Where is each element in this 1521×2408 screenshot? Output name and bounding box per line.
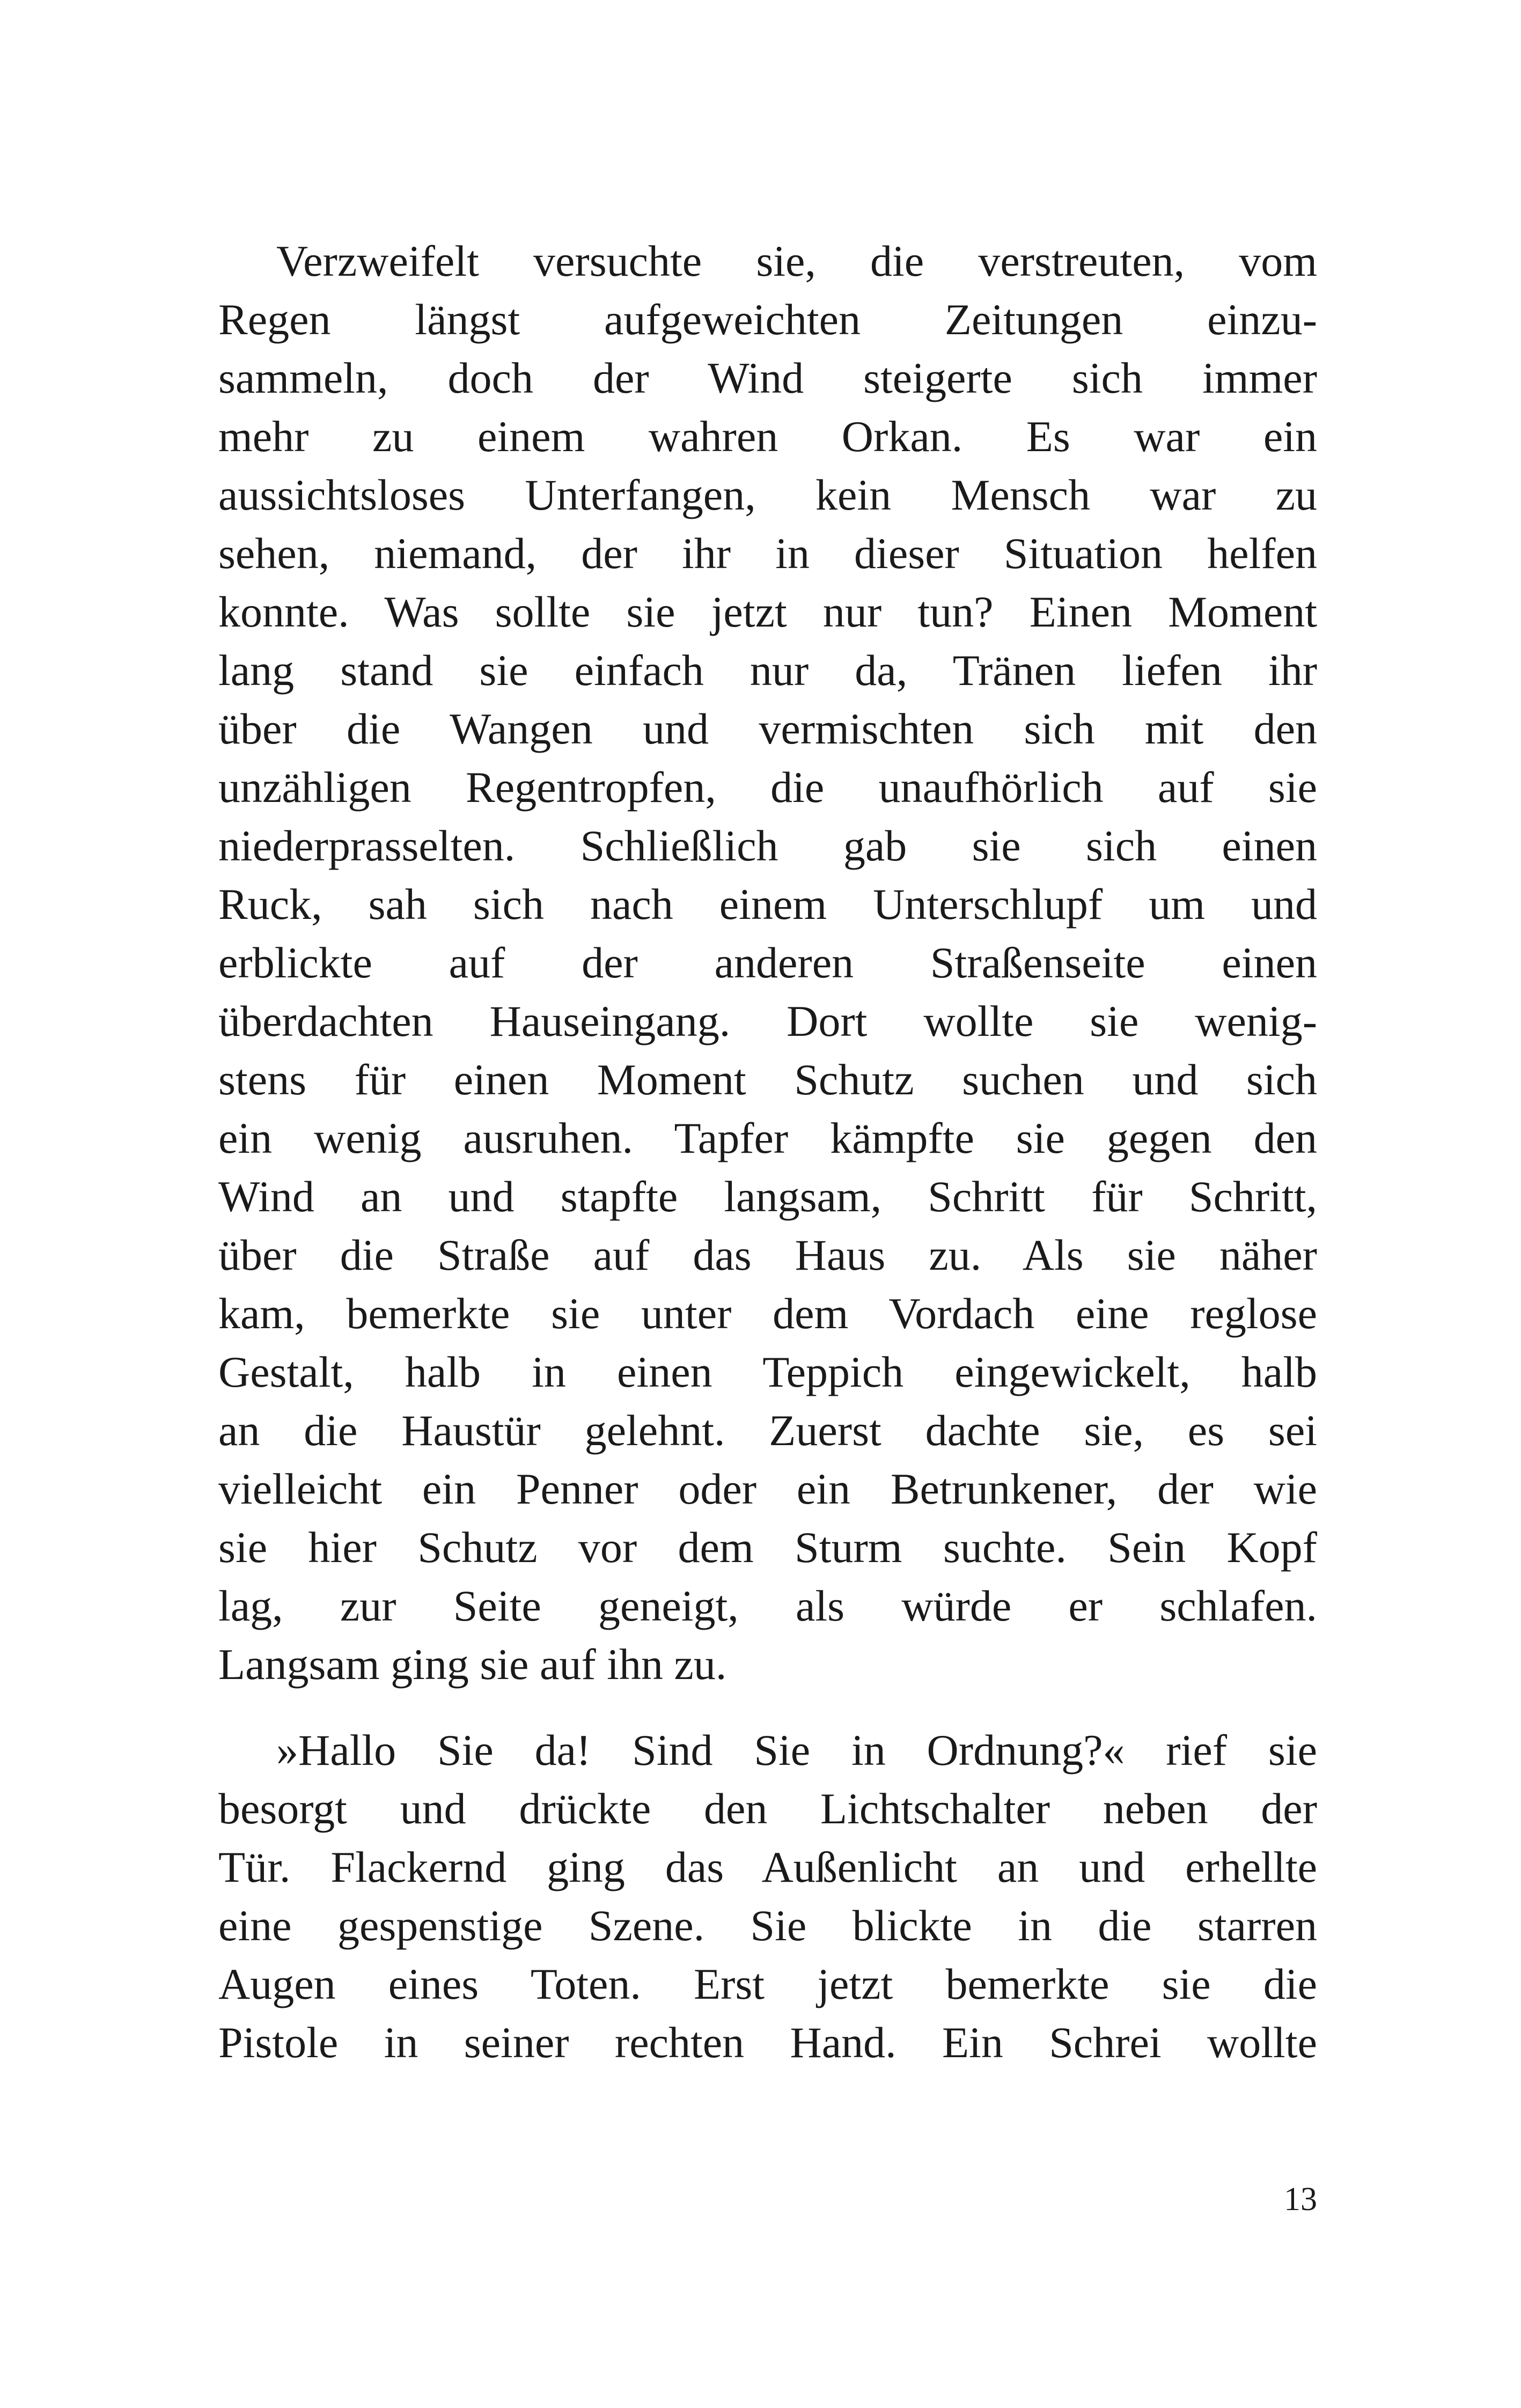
text-line: Tür. Flackernd ging das Außenlicht an und erhellte: [218, 1843, 1317, 1891]
text-line: Augen eines Toten. Erst jetzt bemerkte sie die: [218, 1960, 1317, 2008]
text-line: Regen längst aufgeweichten Zeitungen einzu-: [218, 295, 1317, 344]
paragraph-1: [218, 232, 1317, 1693]
text-line: unzähligen Regentropfen, die unaufhörlich auf sie: [218, 763, 1317, 812]
text-line: konnte. Was sollte sie jetzt nur tun? Einen Moment: [218, 587, 1317, 636]
text-line: Verzweifelt versuchte sie, die verstreuten, vom: [276, 237, 1317, 285]
text-line: stens für einen Moment Schutz suchen und sich: [218, 1055, 1317, 1104]
paragraph-2: [218, 1721, 1317, 2072]
text-line: Gestalt, halb in einen Teppich eingewickelt, halb: [218, 1347, 1317, 1396]
text-line: mehr zu einem wahren Orkan. Es war ein: [218, 412, 1317, 461]
text-line: Wind an und stapfte langsam, Schritt für Schritt,: [218, 1172, 1317, 1221]
text-line: lang stand sie einfach nur da, Tränen liefen ihr: [218, 646, 1317, 695]
text-line: kam, bemerkte sie unter dem Vordach eine reglose: [218, 1289, 1317, 1338]
text-line: an die Haustür gelehnt. Zuerst dachte sie, es sei: [218, 1406, 1317, 1455]
page-number: 13: [1284, 2181, 1317, 2218]
text-line: sammeln, doch der Wind steigerte sich immer: [218, 354, 1317, 402]
text-line: überdachten Hauseingang. Dort wollte sie wenig-: [218, 997, 1317, 1045]
text-line: über die Straße auf das Haus zu. Als sie näher: [218, 1231, 1317, 1279]
text-line: niederprasselten. Schließlich gab sie sich einen: [218, 821, 1317, 870]
text-line: aussichtsloses Unterfangen, kein Mensch war zu: [218, 470, 1317, 519]
text-line: sie hier Schutz vor dem Sturm suchte. Sein Kopf: [218, 1523, 1317, 1572]
text-line: über die Wangen und vermischten sich mit den: [218, 704, 1317, 753]
text-line: eine gespenstige Szene. Sie blickte in die starren: [218, 1901, 1317, 1950]
text-line: Ruck, sah sich nach einem Unterschlupf um und: [218, 880, 1317, 929]
text-line: besorgt und drückte den Lichtschalter neben der: [218, 1784, 1317, 1833]
text-line: sehen, niemand, der ihr in dieser Situation helfen: [218, 529, 1317, 578]
text-line: »Hallo Sie da! Sind Sie in Ordnung?« rief sie: [276, 1726, 1317, 1774]
text-line: lag, zur Seite geneigt, als würde er schlafen.: [218, 1581, 1317, 1630]
text-line: ein wenig ausruhen. Tapfer kämpfte sie gegen den: [218, 1114, 1317, 1162]
text-line: Langsam ging sie auf ihn zu.: [218, 1640, 727, 1689]
body-text: [218, 232, 1317, 2072]
text-line: vielleicht ein Penner oder ein Betrunkener, der wie: [218, 1464, 1317, 1513]
text-line: erblickte auf der anderen Straßenseite einen: [218, 938, 1317, 987]
text-line: Pistole in seiner rechten Hand. Ein Schrei wollte: [218, 2018, 1317, 2067]
